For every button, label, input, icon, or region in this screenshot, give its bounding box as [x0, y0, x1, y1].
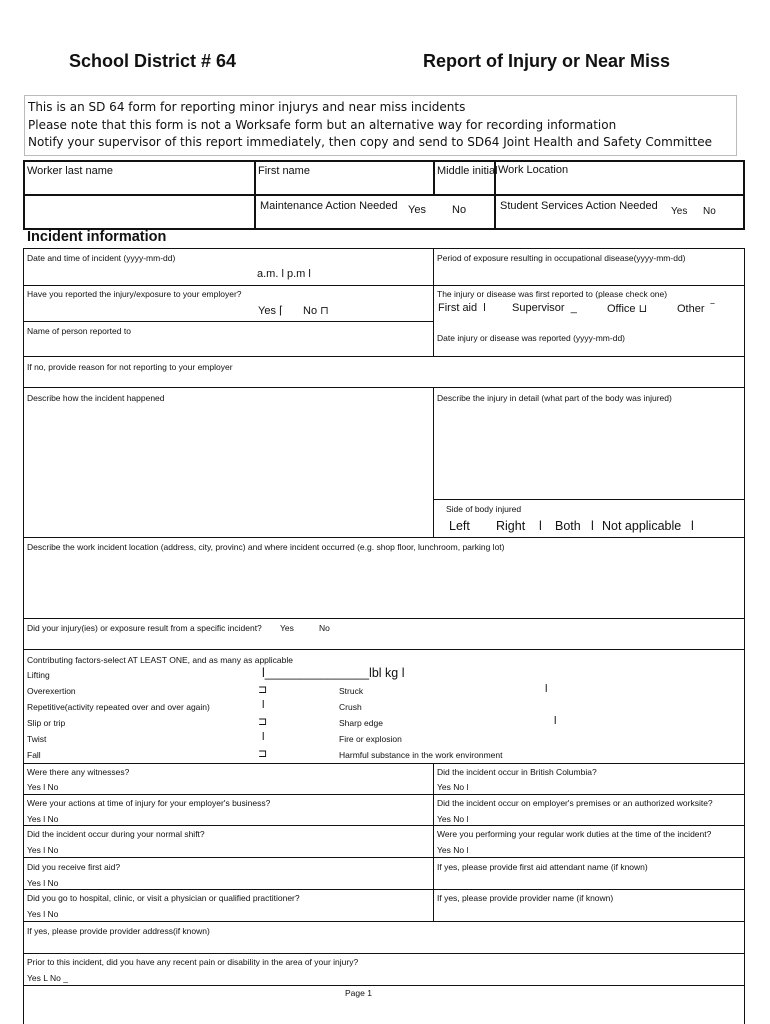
- divider: [23, 321, 434, 322]
- divider: [23, 985, 745, 986]
- first-aid-yes-no[interactable]: Yes l No: [27, 878, 59, 888]
- page-number: Page 1: [345, 988, 372, 998]
- shift-yes-no[interactable]: Yes l No: [27, 845, 59, 855]
- checkbox-icon[interactable]: l: [691, 519, 694, 533]
- student-services-yes[interactable]: Yes: [671, 206, 688, 217]
- provider-address-label: If yes, please provide provider address(if known): [27, 926, 210, 936]
- reported-yes-label: Yes: [258, 305, 276, 317]
- factor-overexertion[interactable]: Overexertion: [27, 686, 76, 696]
- reported-no-label: No: [303, 305, 318, 317]
- divider: [433, 248, 434, 356]
- checkbox-icon[interactable]: ⊓: [320, 305, 329, 317]
- option-other[interactable]: [677, 303, 714, 315]
- checkbox-icon[interactable]: ‾: [710, 303, 715, 315]
- side-not-applicable[interactable]: Not applicable: [602, 519, 682, 533]
- first-name-field[interactable]: First name: [258, 165, 310, 177]
- factor-slip-trip[interactable]: Slip or trip: [27, 718, 66, 728]
- work-location-field[interactable]: Work Location: [498, 164, 569, 176]
- divider: [433, 763, 434, 921]
- maintenance-label: Maintenance Action Needed: [260, 200, 398, 212]
- divider: [23, 387, 745, 388]
- reported-employer-label: Have you reported the injury/exposure to your employer?: [27, 289, 242, 299]
- factor-crush[interactable]: Crush: [339, 702, 362, 712]
- section-title: Incident information: [27, 229, 167, 245]
- maintenance-no[interactable]: No: [452, 204, 467, 216]
- hospital-label: Did you go to hospital, clinic, or visit a physician or qualified practitioner?: [27, 893, 300, 903]
- specific-yes[interactable]: Yes: [280, 623, 294, 633]
- bc-yes-no[interactable]: Yes No l: [437, 782, 469, 792]
- factor-fall[interactable]: Fall: [27, 750, 41, 760]
- checkbox-icon[interactable]: _: [570, 302, 577, 314]
- checkbox-icon[interactable]: l: [262, 699, 265, 711]
- shift-label: Did the incident occur during your normal shift?: [27, 829, 205, 839]
- divider: [23, 649, 745, 650]
- checkbox-icon[interactable]: ⊐: [258, 716, 268, 728]
- premises-label: Did the incident occur on employer's premises or an authorized worksite?: [437, 798, 713, 808]
- divider: [23, 537, 745, 538]
- checkbox-icon[interactable]: ⊐: [258, 684, 268, 696]
- witnesses-label: Were there any witnesses?: [27, 767, 130, 777]
- notice-line-3: Notify your supervisor of this report immediately, then copy and send to SD64 Joint Health and Safety Committee: [28, 135, 712, 149]
- divider: [23, 194, 745, 196]
- factor-lifting[interactable]: Lifting: [27, 670, 50, 680]
- student-services-no[interactable]: No: [703, 206, 716, 217]
- factor-repetitive[interactable]: Repetitive(activity repeated over and over again): [27, 702, 210, 712]
- worker-last-name-field[interactable]: Worker last name: [27, 165, 113, 177]
- lifting-weight[interactable]: l_______________lbl kg l: [262, 666, 405, 680]
- describe-injury-label: Describe the injury in detail (what part of the body was injured): [437, 393, 672, 403]
- specific-incident-label: Did your injury(ies) or exposure result from a specific incident?: [27, 623, 262, 633]
- notice-line-2: Please note that this form is not a Worksafe form but an alternative way for recording information: [28, 118, 617, 132]
- describe-incident-label: Describe how the incident happened: [27, 393, 165, 403]
- factor-twist[interactable]: Twist: [27, 734, 47, 744]
- checkbox-icon[interactable]: l: [539, 519, 542, 533]
- first-reported-label: The injury or disease was first reported to (please check one): [437, 289, 668, 299]
- specific-no[interactable]: No: [319, 623, 330, 633]
- side-body-label: Side of body injured: [446, 504, 522, 514]
- office-label: Office: [607, 303, 636, 315]
- checkbox-icon[interactable]: l: [591, 519, 594, 533]
- student-services-label: Student Services Action Needed: [500, 200, 658, 212]
- checkbox-icon[interactable]: l: [545, 683, 548, 695]
- date-reported-label: Date injury or disease was reported (yyyy-mm-dd): [437, 333, 626, 343]
- side-both[interactable]: Both: [555, 519, 581, 533]
- divider: [23, 356, 745, 357]
- divider: [433, 160, 435, 196]
- first-aid-label: First aid: [438, 302, 478, 314]
- prior-pain-yes-no[interactable]: Yes L No _: [27, 973, 68, 983]
- divider: [434, 499, 745, 500]
- district-title: School District # 64: [69, 51, 237, 71]
- option-supervisor[interactable]: [512, 302, 577, 314]
- option-first-aid[interactable]: [438, 302, 486, 314]
- actions-yes-no[interactable]: Yes l No: [27, 814, 59, 824]
- factor-sharp-edge[interactable]: Sharp edge: [339, 718, 383, 728]
- divider: [23, 763, 745, 764]
- checkbox-icon[interactable]: ⊔: [638, 303, 648, 315]
- reported-yes[interactable]: [258, 304, 283, 317]
- divider: [23, 618, 745, 619]
- name-reported-label: Name of person reported to: [27, 326, 131, 336]
- maintenance-yes[interactable]: Yes: [408, 204, 426, 216]
- provider-name-label: If yes, please provide provider name (if known): [437, 893, 614, 903]
- form-title: Report of Injury or Near Miss: [423, 51, 671, 71]
- notice-box: [24, 95, 737, 156]
- factor-fire[interactable]: Fire or explosion: [339, 734, 402, 744]
- actions-label: Were your actions at time of injury for your employer's business?: [27, 798, 271, 808]
- duties-yes-no[interactable]: Yes No l: [437, 845, 469, 855]
- option-office[interactable]: [607, 302, 647, 315]
- am-pm-options[interactable]: a.m. l p.m l: [257, 268, 311, 280]
- middle-initial-field[interactable]: Middle initial: [437, 165, 498, 177]
- checkbox-icon[interactable]: l: [554, 715, 557, 727]
- prior-pain-label: Prior to this incident, did you have any recent pain or disability in the area of your injury?: [27, 957, 359, 967]
- contributing-label: Contributing factors-select AT LEAST ONE, and as many as applicable: [27, 655, 293, 665]
- first-aid-question-label: Did you receive first aid?: [27, 862, 121, 872]
- location-label: Describe the work incident location (address, city, provinc) and where incident occurred (e.g. shop floor, lunchroom, parking lot): [27, 542, 505, 552]
- supervisor-label: Supervisor: [512, 302, 565, 314]
- divider: [23, 794, 745, 795]
- factor-harmful[interactable]: Harmful substance in the work environment: [339, 750, 503, 760]
- duties-label: Were you performing your regular work duties at the time of the incident?: [437, 829, 712, 839]
- side-left[interactable]: Left: [449, 519, 470, 533]
- date-time-label: Date and time of incident (yyyy-mm-dd): [27, 253, 176, 263]
- divider: [23, 285, 745, 286]
- other-label: Other: [677, 303, 705, 315]
- divider: [23, 889, 745, 890]
- divider: [23, 921, 745, 922]
- checkbox-icon[interactable]: ⌈: [279, 305, 284, 317]
- divider: [254, 160, 256, 230]
- side-right[interactable]: Right: [496, 519, 526, 533]
- checkbox-icon[interactable]: l: [262, 731, 265, 743]
- factor-struck[interactable]: Struck: [339, 686, 364, 696]
- divider: [23, 825, 745, 826]
- exposure-period-label: Period of exposure resulting in occupational disease(yyyy-mm-dd): [437, 253, 686, 263]
- checkbox-icon[interactable]: ⊐: [258, 748, 268, 760]
- divider: [433, 387, 434, 537]
- attendant-label: If yes, please provide first aid attendant name (if known): [437, 862, 648, 872]
- hospital-yes-no[interactable]: Yes l No: [27, 909, 59, 919]
- notice-line-1: This is an SD 64 form for reporting minor injurys and near miss incidents: [28, 100, 466, 114]
- witnesses-yes-no[interactable]: Yes l No: [27, 782, 59, 792]
- premises-yes-no[interactable]: Yes No l: [437, 814, 469, 824]
- reason-not-reporting-label: If no, provide reason for not reporting to your employer: [27, 362, 233, 372]
- divider: [23, 857, 745, 858]
- bc-label: Did the incident occur in British Columbia?: [437, 767, 597, 777]
- divider: [23, 953, 745, 954]
- checkbox-icon[interactable]: l: [483, 302, 486, 314]
- reported-no[interactable]: [303, 304, 329, 317]
